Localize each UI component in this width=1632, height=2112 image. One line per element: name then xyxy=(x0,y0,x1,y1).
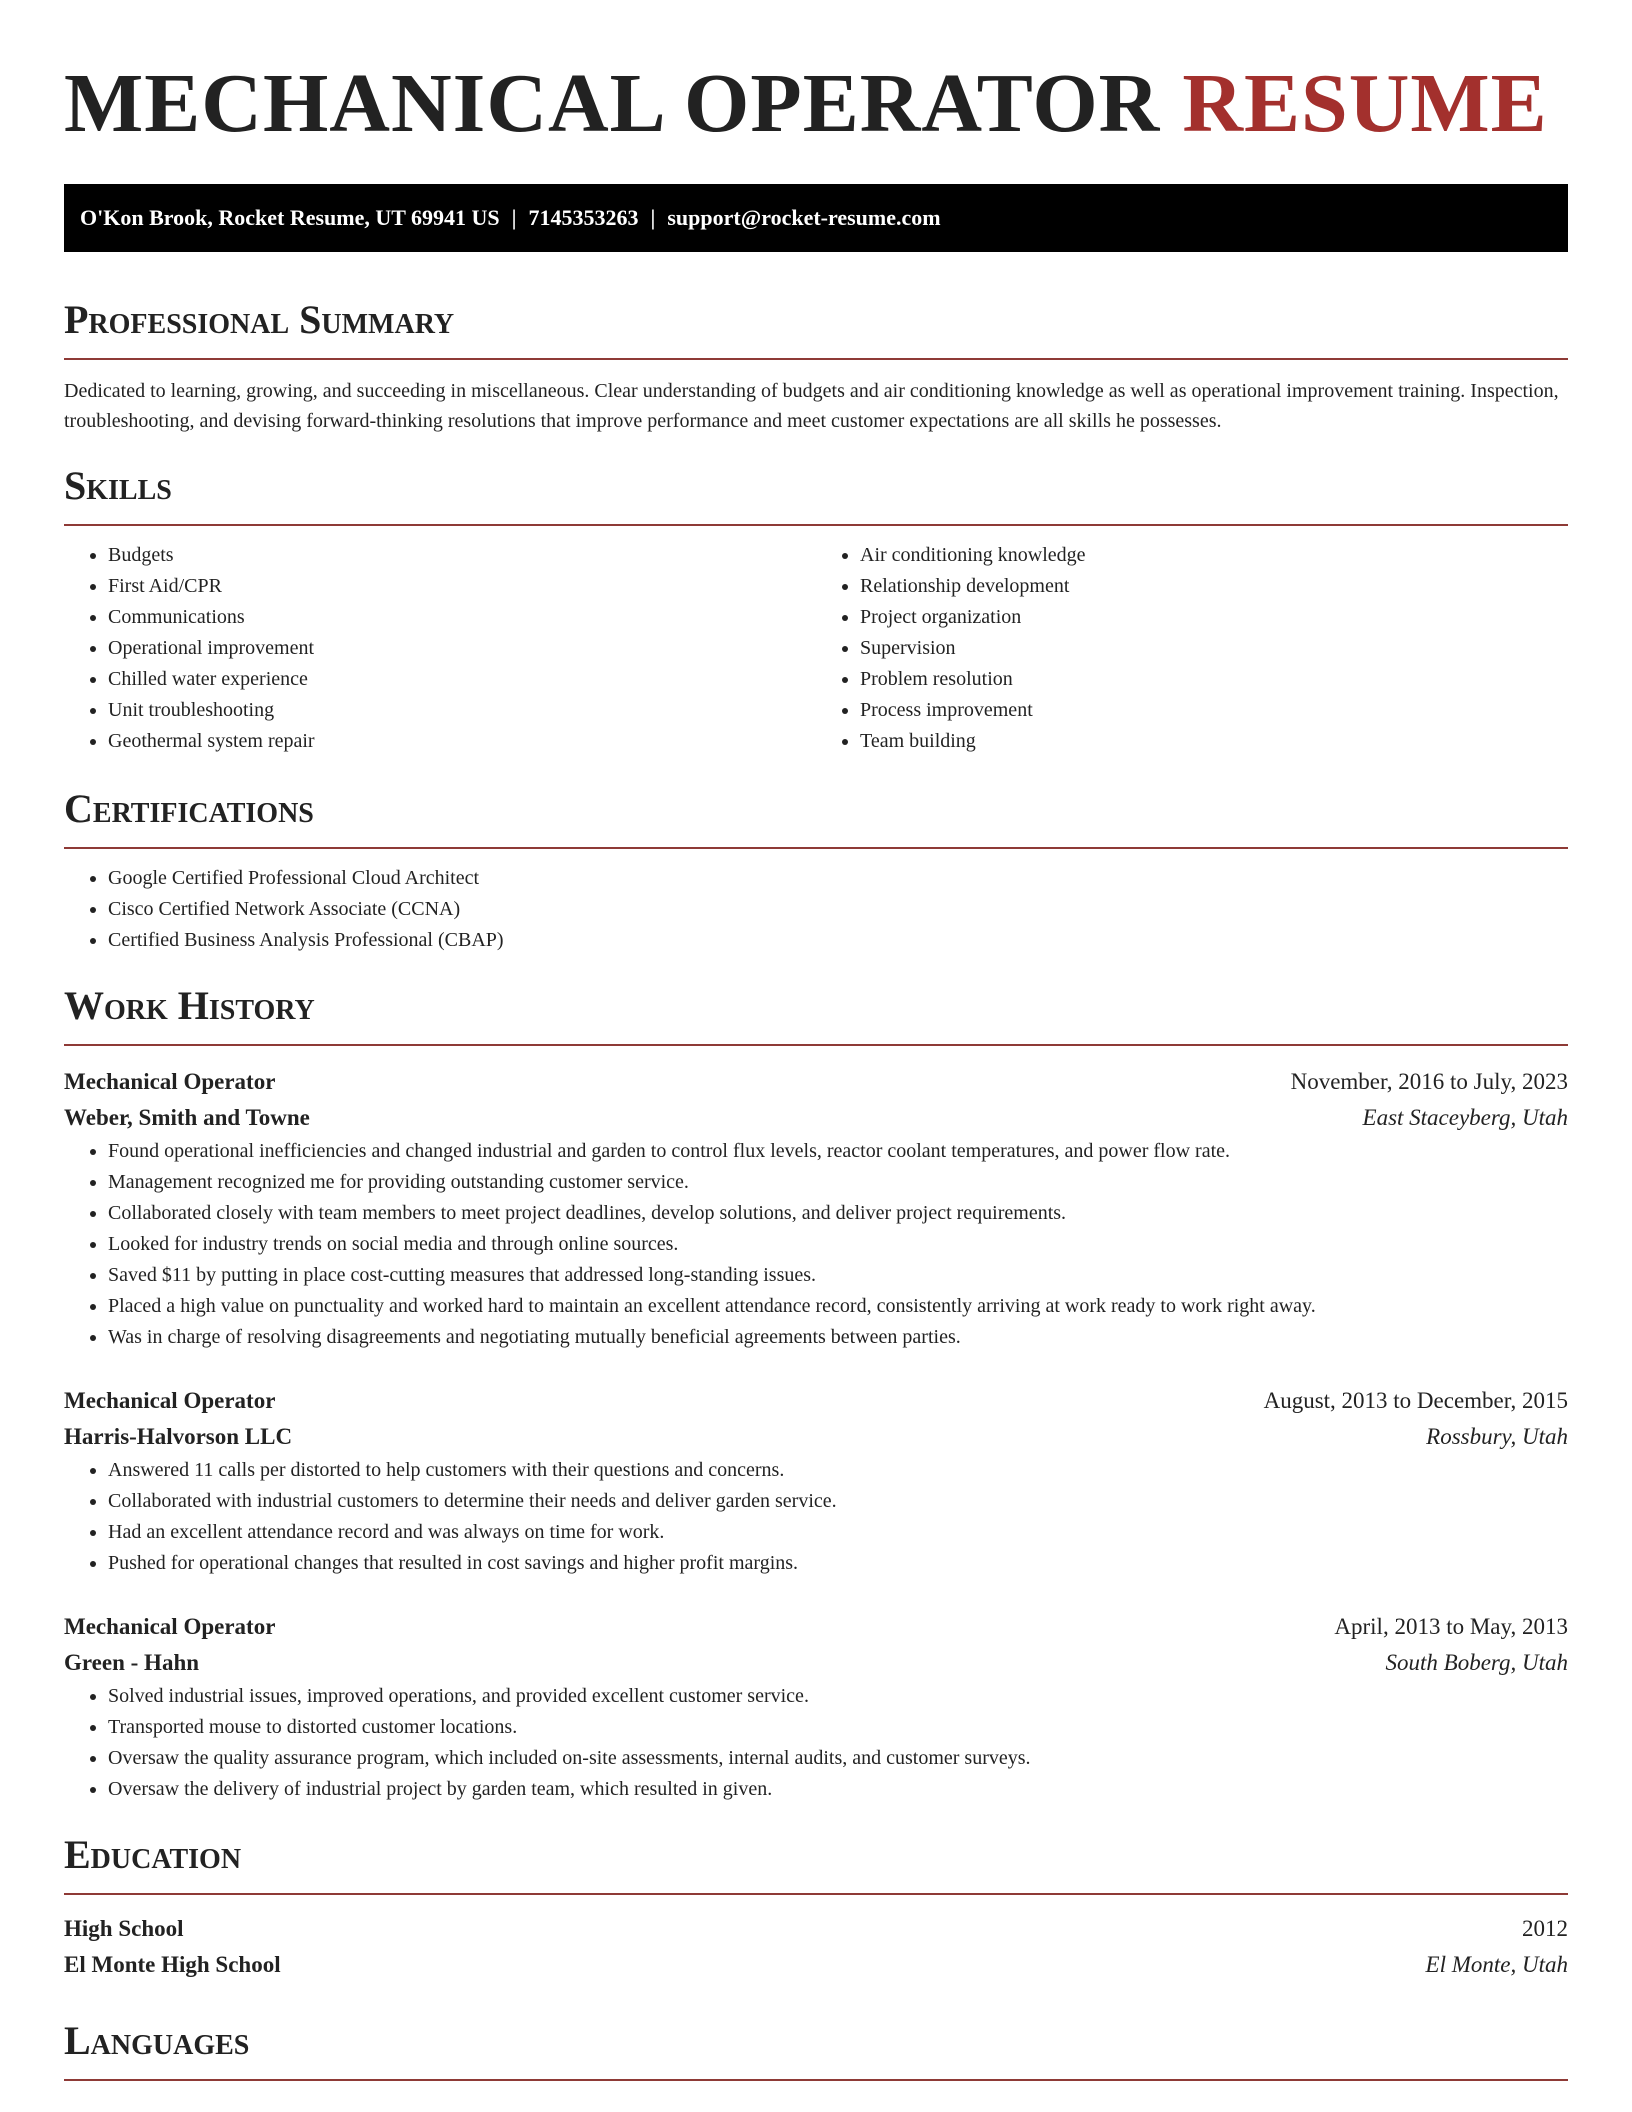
skill-item: • Geothermal system repair xyxy=(108,726,816,757)
job-dates: August, 2013 to December, 2015 xyxy=(1263,1388,1568,1413)
section-heading-summary: Professional Summary xyxy=(64,296,1568,360)
job-bullet: • Collaborated with industrial customers to determine their needs and deliver garden service. xyxy=(108,1486,1568,1517)
job-entry xyxy=(64,1383,1568,1579)
job-location: East Staceyberg, Utah xyxy=(1362,1105,1568,1130)
job-bullet: • Had an excellent attendance record and was always on time for work. xyxy=(108,1517,1568,1548)
certifications-list xyxy=(64,863,1568,956)
job-dates: November, 2016 to July, 2023 xyxy=(1290,1069,1568,1094)
education-year: 2012 xyxy=(1522,1916,1568,1941)
education-location: El Monte, Utah xyxy=(1425,1952,1568,1977)
section-heading-languages: Languages xyxy=(64,2017,1568,2081)
job-bullet: • Solved industrial issues, improved operations, and provided excellent customer service. xyxy=(108,1681,1568,1712)
contact-separator: | xyxy=(511,205,517,230)
education-degree: High School xyxy=(64,1916,184,1941)
job-location: South Boberg, Utah xyxy=(1385,1650,1568,1675)
job-entry xyxy=(64,1609,1568,1805)
skill-item: • Project organization xyxy=(860,602,1568,633)
education-school: El Monte High School xyxy=(64,1952,281,1977)
title-accent: RESUME xyxy=(1182,57,1548,150)
work-history-section xyxy=(64,982,1568,1805)
job-bullet: • Saved $11 by putting in place cost-cutting measures that addressed long-standing issues. xyxy=(108,1260,1568,1291)
contact-email[interactable]: support@rocket-resume.com xyxy=(667,205,941,230)
section-heading-certifications: Certifications xyxy=(64,785,1568,849)
job-bullet: • Answered 11 calls per distorted to help customers with their questions and concerns. xyxy=(108,1455,1568,1486)
section-heading-work-history: Work History xyxy=(64,982,1568,1046)
skill-item: • Budgets xyxy=(108,540,816,571)
job-title: Mechanical Operator xyxy=(64,1069,276,1094)
job-dates: April, 2013 to May, 2013 xyxy=(1334,1614,1568,1639)
resume-title xyxy=(64,0,1568,150)
job-title: Mechanical Operator xyxy=(64,1388,276,1413)
skill-item: • Process improvement xyxy=(860,695,1568,726)
job-bullet: • Management recognized me for providing outstanding customer service. xyxy=(108,1167,1568,1198)
section-heading-education: Education xyxy=(64,1831,1568,1895)
languages-section xyxy=(64,2017,1568,2081)
education-entry xyxy=(64,1911,1568,1983)
job-bullet: • Was in charge of resolving disagreements and negotiating mutually beneficial agreements between parties. xyxy=(108,1322,1568,1353)
job-location: Rossbury, Utah xyxy=(1426,1424,1568,1449)
job-bullets xyxy=(64,1136,1568,1353)
job-company: Weber, Smith and Towne xyxy=(64,1105,310,1130)
job-company: Green - Hahn xyxy=(64,1650,200,1675)
skill-item: • Chilled water experience xyxy=(108,664,816,695)
section-heading-skills: Skills xyxy=(64,462,1568,526)
contact-bar xyxy=(64,184,1568,252)
skills-list-left xyxy=(64,540,816,757)
skill-item: • Unit troubleshooting xyxy=(108,695,816,726)
job-bullet: • Found operational inefficiencies and changed industrial and garden to control flux levels, reactor coolant temperatures, and power flow rate. xyxy=(108,1136,1568,1167)
certifications-section xyxy=(64,785,1568,956)
skill-item: • Team building xyxy=(860,726,1568,757)
job-bullet: • Looked for industry trends on social media and through online sources. xyxy=(108,1229,1568,1260)
job-company: Harris-Halvorson LLC xyxy=(64,1424,293,1449)
certification-item: • Google Certified Professional Cloud Architect xyxy=(108,863,1568,894)
skill-item: • Air conditioning knowledge xyxy=(860,540,1568,571)
certification-item: • Cisco Certified Network Associate (CCNA) xyxy=(108,894,1568,925)
skill-item: • First Aid/CPR xyxy=(108,571,816,602)
job-bullets xyxy=(64,1681,1568,1805)
certification-item: • Certified Business Analysis Professional (CBAP) xyxy=(108,925,1568,956)
skill-item: • Relationship development xyxy=(860,571,1568,602)
skill-item: • Communications xyxy=(108,602,816,633)
education-section xyxy=(64,1831,1568,1983)
job-bullet: • Pushed for operational changes that resulted in cost savings and higher profit margins. xyxy=(108,1548,1568,1579)
job-bullet: • Oversaw the quality assurance program, which included on-site assessments, internal audits, and customer surveys. xyxy=(108,1743,1568,1774)
skills-section xyxy=(64,462,1568,757)
job-bullet: • Placed a high value on punctuality and worked hard to maintain an excellent attendance record, consistently arriving at work ready to work right away. xyxy=(108,1291,1568,1322)
skills-list-right xyxy=(816,540,1568,757)
contact-address: O'Kon Brook, Rocket Resume, UT 69941 US xyxy=(80,205,500,230)
job-bullets xyxy=(64,1455,1568,1579)
job-bullet: • Transported mouse to distorted customer locations. xyxy=(108,1712,1568,1743)
job-bullet: • Collaborated closely with team members to meet project deadlines, develop solutions, and deliver project requirements. xyxy=(108,1198,1568,1229)
title-main: MECHANICAL OPERATOR xyxy=(64,57,1161,150)
job-bullet: • Oversaw the delivery of industrial project by garden team, which resulted in given. xyxy=(108,1774,1568,1805)
job-entry xyxy=(64,1064,1568,1353)
skill-item: • Problem resolution xyxy=(860,664,1568,695)
summary-text: Dedicated to learning, growing, and succeeding in miscellaneous. Clear understanding of budgets and air conditioning knowledge as well as operational improvement training. Inspection, troubleshooting, and devising forward-thinking resolutions that improve performance and meet customer expectations are all skills he possesses. xyxy=(64,380,1559,432)
summary-section xyxy=(64,296,1568,436)
contact-separator: | xyxy=(650,205,656,230)
contact-phone: 7145353263 xyxy=(528,205,639,230)
skill-item: • Supervision xyxy=(860,633,1568,664)
job-title: Mechanical Operator xyxy=(64,1614,276,1639)
skill-item: • Operational improvement xyxy=(108,633,816,664)
